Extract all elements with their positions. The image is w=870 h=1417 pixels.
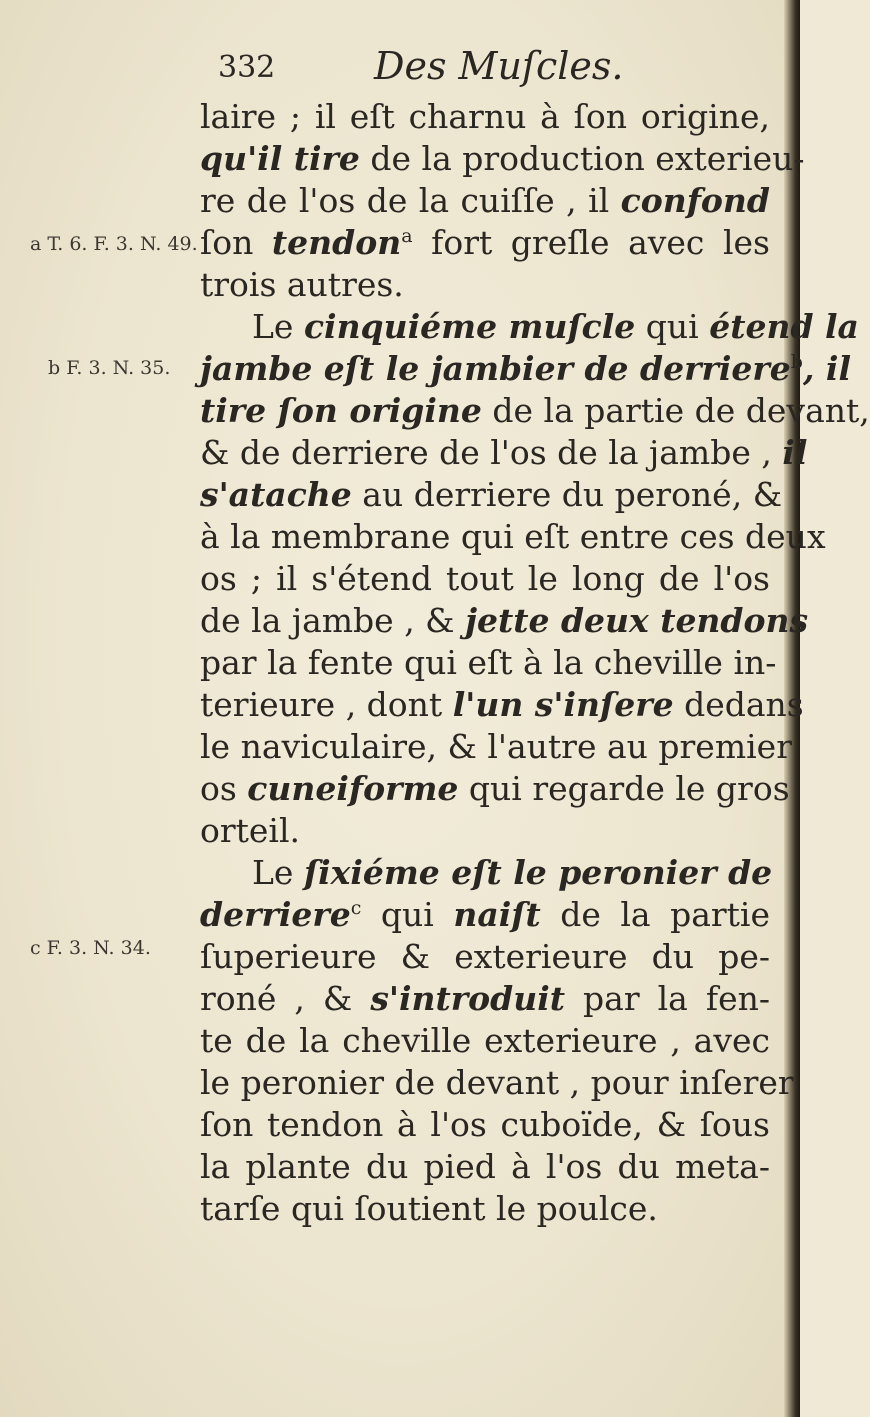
body-text: [200, 96, 870, 1230]
text-line: qu'il tire de la production exterieu-: [200, 139, 805, 178]
text-line: laire ; il eſt charnu à ſon origine,: [200, 97, 770, 136]
text-line: le peronier de devant , pour inſerer: [200, 1063, 794, 1102]
footnote-marker-a: a: [401, 225, 413, 247]
text-line: jambe eſt le jambier de derriere$^b$, il: [200, 349, 852, 388]
page-header: [218, 44, 698, 94]
text-line: ſon tendon à l'os cuboïde, & ſous: [200, 1105, 770, 1144]
text-line: Le cinquiéme muſcle qui étend la: [252, 307, 859, 346]
text-line: orteil.: [200, 811, 301, 850]
text-line: & de derriere de l'os de la jambe , il: [200, 433, 808, 472]
footnote-marker-c: c: [350, 897, 362, 919]
running-head: Des Muſcles.: [374, 44, 624, 88]
text-line: la plante du pied à l'os du meta-: [200, 1147, 770, 1186]
text-line: re de l'os de la cuiſſe , il confond: [200, 181, 770, 220]
text-line: derriere$^c$ qui naiſt de la partie: [200, 895, 770, 934]
page-number: 332: [218, 50, 276, 85]
text-line: le naviculaire, & l'autre au premier: [200, 727, 792, 766]
text-line: de la jambe , & jette deux tendons: [200, 601, 809, 640]
text-line: trois autres.: [200, 265, 404, 304]
text-line: te de la cheville exterieure , avec: [200, 1021, 770, 1060]
text-line: terieure , dont l'un s'inſere dedans: [200, 685, 804, 724]
margin-note-c: c F. 3. N. 34.: [30, 937, 151, 959]
text-line: s'atache au derriere du peroné, &: [200, 475, 783, 514]
margin-note-a: a T. 6. F. 3. N. 49.: [30, 233, 198, 255]
text-line: Le ſixiéme eſt le peronier de: [252, 853, 773, 892]
text-line: tire ſon origine de la partie de devant,: [200, 391, 870, 430]
footnote-marker-b: b: [790, 351, 803, 373]
text-line: roné , & s'introduit par la fen-: [200, 979, 771, 1018]
text-line: à la membrane qui eſt entre ces deux: [200, 517, 826, 556]
text-line: par la fente qui eſt à la cheville in-: [200, 643, 777, 682]
margin-note-b: b F. 3. N. 35.: [48, 357, 171, 379]
text-line: tarſe qui ſoutient le poulce.: [200, 1189, 658, 1228]
text-line: ſuperieure & exterieure du pe-: [200, 937, 770, 976]
text-line: ſon tendon$^a$ fort greſle avec les: [200, 223, 770, 262]
text-line: os ; il s'étend tout le long de l'os: [200, 559, 770, 598]
text-line: os cuneiforme qui regarde le gros: [200, 769, 790, 808]
